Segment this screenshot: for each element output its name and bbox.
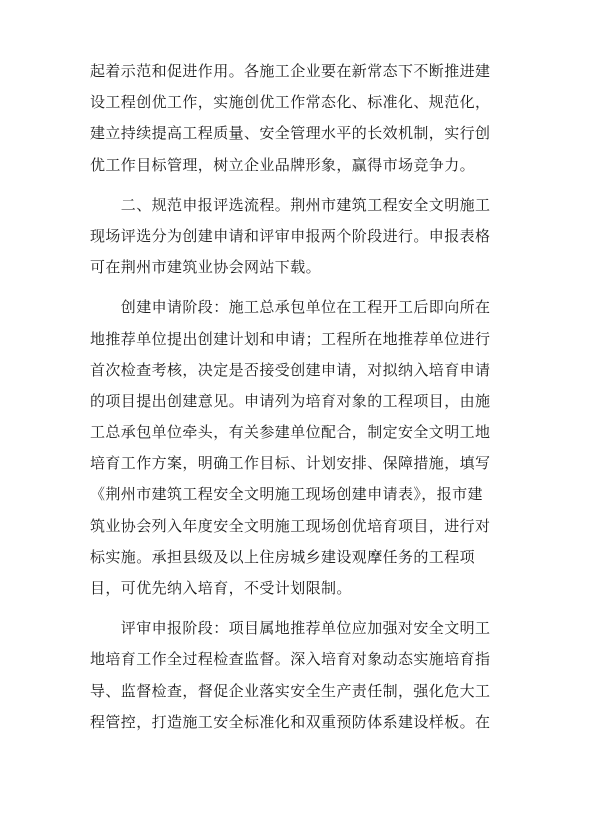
text-line: 二、规范申报评选流程。荆州市建筑工程安全文明施工: [90, 195, 491, 214]
text-line: 设工程创优工作，实施创优工作常态化、标准化、规范化，: [90, 93, 491, 112]
paragraph-2: [90, 190, 510, 284]
text-line: 地培育工作全过程检查监督。深入培育对象动态实施培育指: [90, 650, 491, 669]
text-line: 程管控，打造施工安全标准化和双重预防体系建设样板。在: [90, 712, 491, 731]
text-line: 创建申请阶段：施工总承包单位在工程开工后即向所在: [90, 298, 491, 317]
text-line: 工总承包单位牵头，有关参建单位配合，制定安全文明工地: [90, 423, 491, 442]
text-line: 评审申报阶段：项目属地推荐单位应加强对安全文明工: [90, 619, 491, 638]
text-line: 《荆州市建筑工程安全文明施工现场创建申请表》，报市建: [90, 485, 483, 504]
document-body: [90, 56, 510, 738]
text-line: 的项目提出创建意见。申请列为培育对象的工程项目，由施: [90, 391, 491, 410]
paragraph-3: [90, 292, 510, 604]
text-line: 导、监督检查，督促企业落实安全生产责任制，强化危大工: [90, 681, 491, 700]
text-line: 现场评选分为创建申请和评审申报两个阶段进行。申报表格: [90, 226, 491, 245]
text-line: 起着示范和促进作用。各施工企业要在新常态下不断推进建: [90, 62, 491, 80]
text-line: 标实施。承担县级及以上住房城乡建设观摩任务的工程项: [90, 547, 476, 566]
text-line: 优工作目标管理，树立企业品牌形象，赢得市场竞争力。: [90, 155, 476, 174]
text-line: 可在荆州市建筑业协会网站下载。: [90, 258, 322, 277]
text-line: 建立持续提高工程质量、安全管理水平的长效机制，实行创: [90, 124, 491, 143]
paragraph-4: [90, 613, 510, 738]
text-line: 目，可优先纳入培育，不受计划限制。: [90, 579, 352, 597]
paragraph-1: [90, 56, 510, 181]
text-line: 培育工作方案，明确工作目标、计划安排、保障措施，填写: [90, 454, 491, 473]
text-line: 筑业协会列入年度安全文明施工现场创优培育项目，进行对: [90, 516, 491, 535]
text-line: 地推荐单位提出创建计划和申请；工程所在地推荐单位进行: [90, 329, 491, 348]
text-line: 首次检查考核，决定是否接受创建申请，对拟纳入培育申请: [90, 360, 491, 379]
